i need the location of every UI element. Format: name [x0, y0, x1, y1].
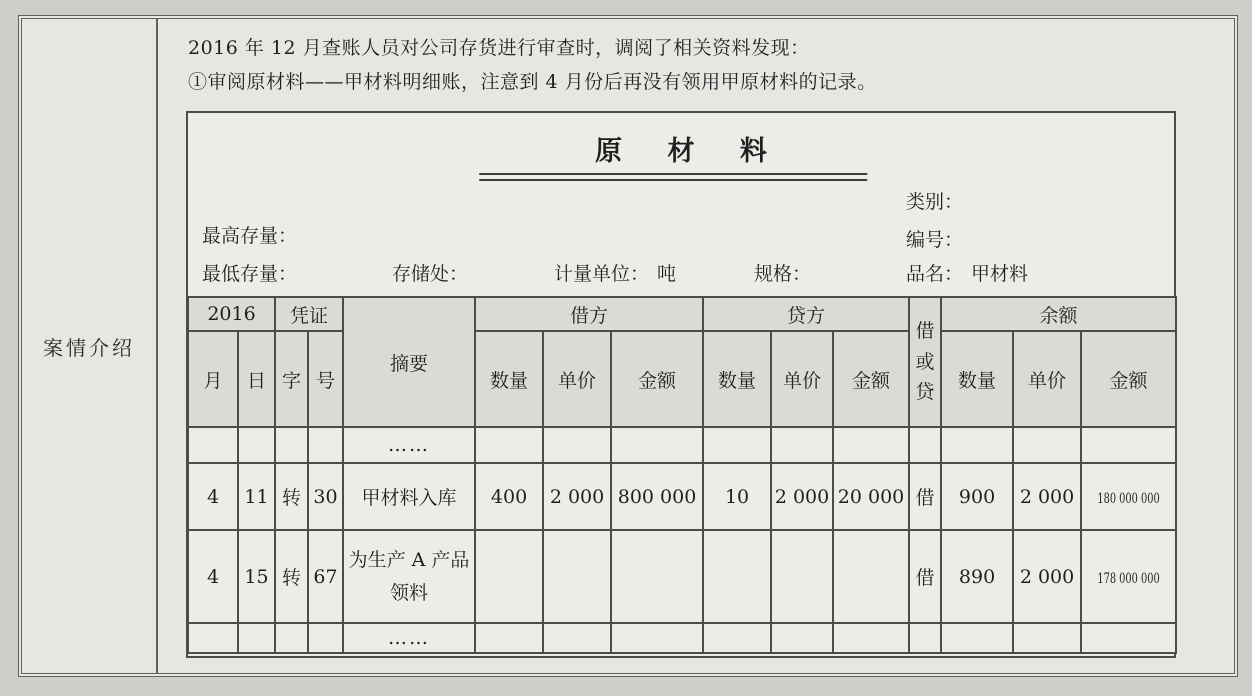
cell-balance-amount — [1081, 530, 1176, 623]
cell-day — [238, 623, 275, 653]
cell-day: 11 — [238, 463, 275, 530]
cell-no — [308, 427, 343, 463]
cell-word: 转 — [275, 530, 308, 623]
cell-balance-price — [1013, 623, 1081, 653]
meta-category — [906, 187, 963, 214]
header-debit-amount: 金额 — [611, 331, 703, 427]
cell-balance-amount — [1081, 623, 1176, 653]
cell-month: 4 — [188, 530, 238, 623]
cell-credit-price: 2 000 — [771, 463, 833, 530]
header-balance-qty: 数量 — [941, 331, 1013, 427]
cell-debit-amount — [611, 427, 703, 463]
ledger-table-body — [188, 427, 1176, 653]
cell-credit-amount — [833, 427, 909, 463]
cell-credit-amount: 20 000 — [833, 463, 909, 530]
product-label: 品名： — [906, 263, 964, 285]
min-stock-label: 最低存量： — [202, 263, 298, 285]
table-row — [188, 623, 1176, 653]
cell-credit-qty — [703, 530, 771, 623]
cell-word: 转 — [275, 463, 308, 530]
ledger-title: 原 材 料 — [595, 136, 785, 167]
cell-debit-amount: 800 000 — [611, 463, 703, 530]
intro-text — [188, 31, 1220, 99]
cell-credit-price — [771, 623, 833, 653]
meta-spec — [754, 259, 811, 286]
category-label: 类别： — [906, 191, 964, 213]
header-debit-or-credit: 借或贷 — [909, 297, 941, 427]
case-content — [160, 19, 1234, 673]
cell-month — [188, 427, 238, 463]
header-balance-price: 单价 — [1013, 331, 1081, 427]
header-balance: 余额 — [941, 297, 1176, 331]
cell-word — [275, 623, 308, 653]
cell-debit-price: 2 000 — [543, 463, 611, 530]
ledger-table — [187, 296, 1177, 654]
header-debit-qty: 数量 — [475, 331, 543, 427]
cell-balance-qty — [941, 427, 1013, 463]
cell-summary: …… — [343, 623, 475, 653]
header-voucher-number: 号 — [308, 331, 343, 427]
cell-credit-price — [771, 427, 833, 463]
meta-code — [906, 225, 963, 252]
case-label: 案情介绍 — [43, 335, 135, 360]
cell-debit-qty — [475, 623, 543, 653]
header-credit-price: 单价 — [771, 331, 833, 427]
meta-min-stock — [202, 259, 297, 286]
header-credit: 贷方 — [703, 297, 909, 331]
cell-no — [308, 623, 343, 653]
cell-dc — [909, 623, 941, 653]
raw-material-ledger — [186, 111, 1176, 658]
cell-month: 4 — [188, 463, 238, 530]
cell-day — [238, 427, 275, 463]
cell-dc: 借 — [909, 463, 941, 530]
cell-debit-amount — [611, 530, 703, 623]
ledger-table-header — [188, 297, 1176, 427]
cell-credit-amount — [833, 623, 909, 653]
storage-label: 存储处： — [392, 263, 469, 285]
header-day: 日 — [238, 331, 275, 427]
header-balance-amount: 金额 — [1081, 331, 1176, 427]
case-label-column — [22, 19, 158, 673]
title-double-rule — [479, 173, 867, 181]
cell-day: 15 — [238, 530, 275, 623]
cell-credit-price — [771, 530, 833, 623]
table-row — [188, 427, 1176, 463]
cell-debit-qty: 400 — [475, 463, 543, 530]
header-credit-amount: 金额 — [833, 331, 909, 427]
table-row — [188, 463, 1176, 530]
cell-balance-amount — [1081, 463, 1176, 530]
balance-amount-condensed: 180 000 000 — [1097, 490, 1160, 507]
meta-product — [906, 259, 1028, 286]
cell-summary: 甲材料入库 — [343, 463, 475, 530]
ledger-meta — [188, 113, 1174, 296]
header-summary: 摘要 — [343, 297, 475, 427]
cell-credit-qty: 10 — [703, 463, 771, 530]
header-debit: 借方 — [475, 297, 703, 331]
cell-balance-qty: 900 — [941, 463, 1013, 530]
cell-balance-amount — [1081, 427, 1176, 463]
cell-word — [275, 427, 308, 463]
cell-balance-price: 2 000 — [1013, 463, 1081, 530]
case-box — [18, 15, 1238, 677]
balance-amount-condensed: 178 000 000 — [1097, 570, 1160, 587]
cell-credit-qty — [703, 427, 771, 463]
cell-summary: …… — [343, 427, 475, 463]
product-value: 甲材料 — [971, 263, 1029, 285]
header-year: 2016 — [188, 297, 275, 331]
cell-debit-qty — [475, 427, 543, 463]
table-row — [188, 530, 1176, 623]
cell-no: 67 — [308, 530, 343, 623]
cell-debit-price — [543, 530, 611, 623]
unit-value: 吨 — [657, 263, 677, 285]
cell-dc: 借 — [909, 530, 941, 623]
unit-label: 计量单位： — [554, 263, 650, 285]
code-label: 编号： — [906, 229, 964, 251]
header-debit-price: 单价 — [543, 331, 611, 427]
header-credit-qty: 数量 — [703, 331, 771, 427]
cell-balance-price: 2 000 — [1013, 530, 1081, 623]
cell-debit-price — [543, 623, 611, 653]
intro-line-2: ①审阅原材料——甲材料明细账，注意到 4 月份后再没有领用甲原材料的记录。 — [188, 71, 877, 93]
spec-label: 规格： — [754, 263, 812, 285]
header-voucher-word: 字 — [275, 331, 308, 427]
header-voucher: 凭证 — [275, 297, 343, 331]
meta-unit — [554, 259, 676, 286]
cell-debit-qty — [475, 530, 543, 623]
intro-line-1: 2016 年 12 月查账人员对公司存货进行审查时，调阅了相关资料发现： — [188, 37, 810, 59]
cell-summary: 为生产 A 产品领料 — [343, 530, 475, 623]
cell-credit-qty — [703, 623, 771, 653]
cell-credit-amount — [833, 530, 909, 623]
max-stock-label: 最高存量： — [202, 225, 298, 247]
header-month: 月 — [188, 331, 238, 427]
cell-balance-qty: 890 — [941, 530, 1013, 623]
cell-balance-price — [1013, 427, 1081, 463]
cell-month — [188, 623, 238, 653]
meta-max-stock — [202, 221, 297, 248]
cell-no: 30 — [308, 463, 343, 530]
cell-debit-price — [543, 427, 611, 463]
cell-balance-qty — [941, 623, 1013, 653]
cell-dc — [909, 427, 941, 463]
meta-storage — [392, 259, 468, 286]
cell-debit-amount — [611, 623, 703, 653]
